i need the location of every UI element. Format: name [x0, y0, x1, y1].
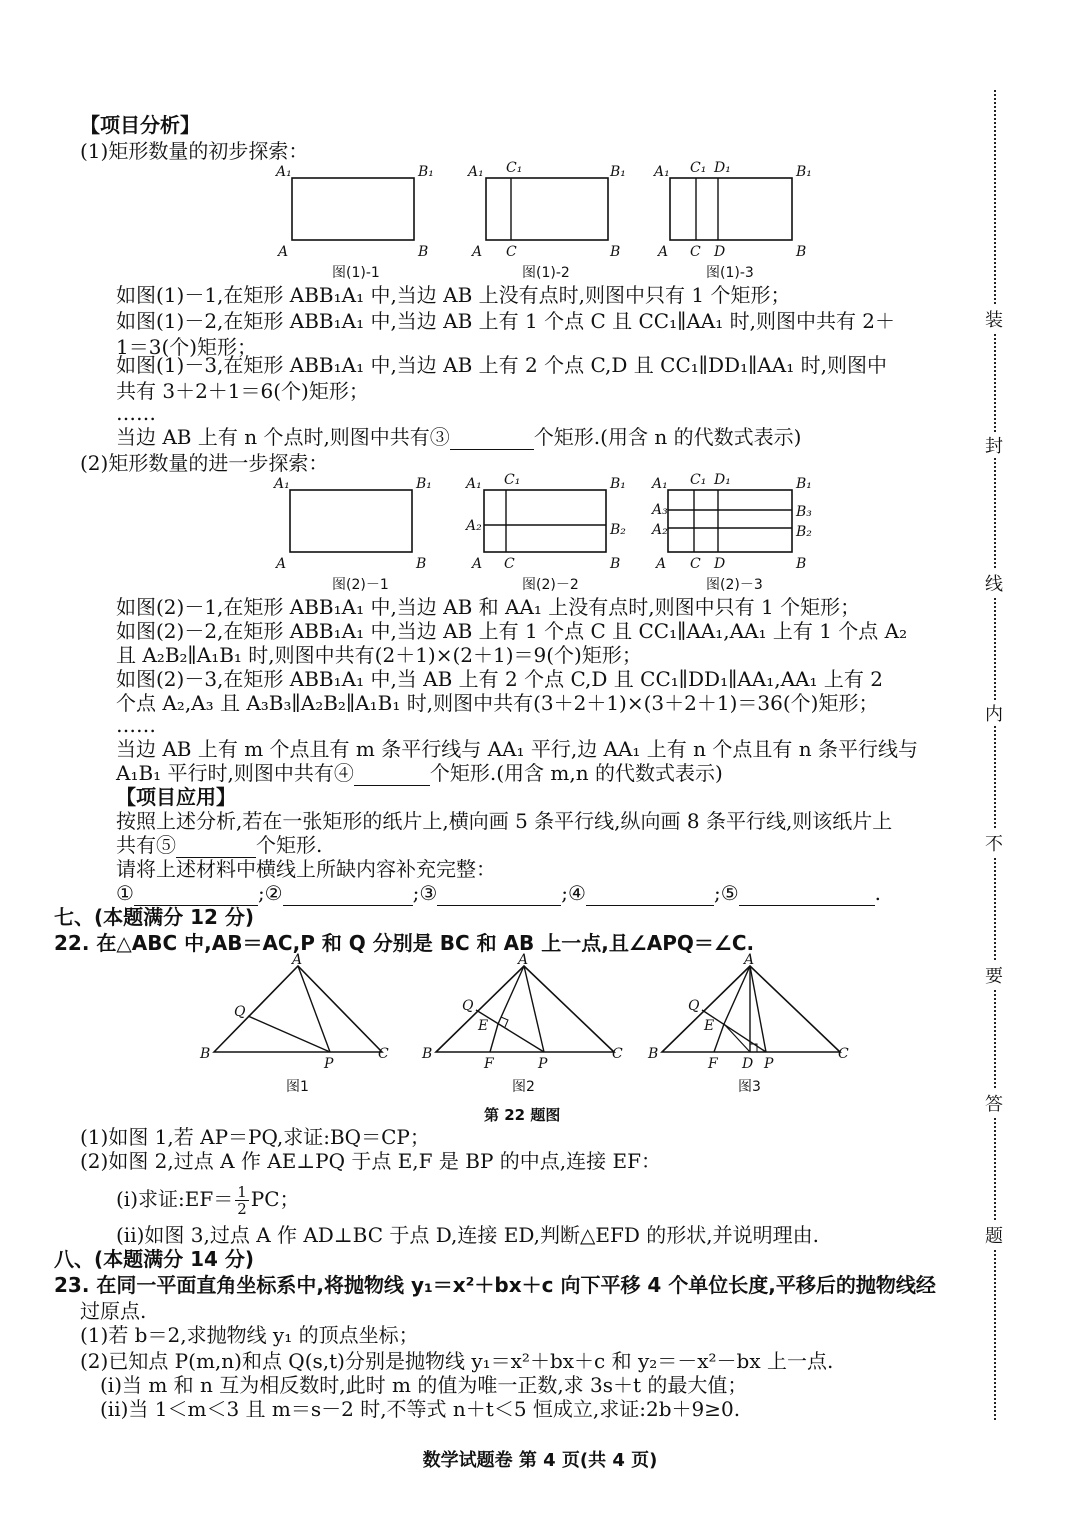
svg-text:C₁: C₁: [504, 472, 521, 488]
question-22-figure-3: [644, 952, 858, 1072]
text-fragment: PC；: [250, 1187, 300, 1211]
text-fragment: 个矩形.(用含 n 的代数式表示): [533, 425, 802, 449]
svg-text:F: F: [708, 1056, 718, 1072]
text-line: 当边 AB 上有 m 个点且有 m 条平行线与 AA₁ 平行,边 AA₁ 上有 n 个点且有 n 条平行线与: [116, 737, 919, 761]
svg-text:C: C: [690, 556, 701, 572]
text-line: 如图(1)－2,在矩形 ABB₁A₁ 中,当边 AB 上有 1 个点 C 且 CC₁∥AA₁ 时,则图中共有 2＋: [116, 309, 896, 333]
text-line: [116, 760, 723, 786]
answer-blanks-row: [116, 880, 881, 906]
svg-text:A₂: A₂: [466, 518, 482, 534]
figure-caption: 图(2)－3: [706, 577, 763, 593]
svg-text:A₁: A₁: [652, 476, 668, 492]
svg-text:P: P: [538, 1056, 548, 1072]
svg-text:A₁: A₁: [276, 164, 292, 180]
figure-2-2: [466, 470, 636, 570]
svg-text:B₃: B₃: [796, 504, 812, 520]
svg-text:B: B: [610, 244, 621, 260]
section-heading: 七、(本题满分 12 分): [54, 905, 255, 929]
svg-text:A₁: A₁: [468, 164, 484, 180]
svg-text:C: C: [838, 1046, 849, 1062]
svg-text:B₁: B₁: [418, 164, 434, 180]
text-line: (ii)当 1＜m＜3 且 m＝s－2 时,不等式 n＋t＜5 恒成立,求证:2b＋9≥0.: [100, 1397, 741, 1421]
ellipsis: ……: [116, 401, 156, 425]
text-line: 且 A₂B₂∥A₁B₁ 时,则图中共有(2＋1)×(2＋1)＝9(个)矩形；: [116, 643, 642, 667]
text-line: (2)已知点 P(m,n)和点 Q(s,t)分别是抛物线 y₁＝x²＋bx＋c 和 y₂＝－x²－bx 上一点.: [80, 1349, 834, 1373]
svg-text:E: E: [478, 1018, 489, 1034]
svg-text:D₁: D₁: [714, 160, 731, 176]
svg-text:A: A: [744, 952, 755, 968]
svg-text:B₁: B₁: [796, 164, 812, 180]
text-line: [116, 424, 801, 450]
binding-char: 答: [984, 1090, 1004, 1116]
blank-label: ①: [116, 881, 134, 905]
binding-char: 不: [984, 830, 1004, 856]
svg-text:A: A: [292, 952, 303, 968]
svg-text:B₂: B₂: [610, 522, 626, 538]
binding-char: 装: [984, 306, 1004, 332]
text-line: 如图(2)－2,在矩形 ABB₁A₁ 中,当边 AB 上有 1 个点 C 且 CC₁∥AA₁,AA₁ 上有 1 个点 A₂: [116, 619, 908, 643]
svg-text:C: C: [504, 556, 515, 572]
svg-text:B₁: B₁: [610, 476, 626, 492]
blank-label: ;②: [257, 881, 283, 905]
svg-text:B: B: [796, 244, 807, 260]
part1-title: (1)矩形数量的初步探索：: [80, 139, 309, 163]
svg-text:A₁: A₁: [274, 476, 290, 492]
binding-char: 要: [984, 962, 1004, 988]
svg-text:A: A: [472, 556, 483, 572]
question-22-figure-1: [196, 952, 402, 1072]
figure-caption: 图(2)－2: [522, 577, 579, 593]
svg-text:B: B: [422, 1046, 433, 1062]
figure-title: 第 22 题图: [484, 1106, 561, 1124]
blank-label: ;④: [561, 881, 586, 905]
svg-text:C₁: C₁: [690, 472, 707, 488]
figure-caption: 图1: [286, 1079, 309, 1095]
fraction-numerator: 1: [237, 1183, 247, 1201]
svg-text:A: A: [658, 244, 669, 260]
svg-text:E: E: [704, 1018, 715, 1034]
question-23: 23. 在同一平面直角坐标系中,将抛物线 y₁＝x²＋bx＋c 向下平移 4 个单位长度,平移后的抛物线经: [54, 1273, 936, 1297]
answer-blank-5[interactable]: [176, 837, 256, 858]
part2-title: (2)矩形数量的进一步探索：: [80, 451, 329, 475]
svg-text:A₂: A₂: [652, 522, 668, 538]
question-22-figure-2: [418, 952, 632, 1072]
svg-text:B₁: B₁: [796, 476, 812, 492]
figure-caption: 图2: [512, 1079, 535, 1095]
svg-text:B₂: B₂: [796, 524, 812, 540]
text-line: 过原点.: [80, 1299, 147, 1323]
application-heading: 【项目应用】: [116, 785, 236, 809]
svg-text:A: A: [278, 244, 289, 260]
text-line: 个点 A₂,A₃ 且 A₃B₃∥A₂B₂∥A₁B₁ 时,则图中共有(3＋2＋1)×(3＋2＋1)＝36(个)矩形；: [116, 691, 879, 715]
figure-1-3: [652, 158, 822, 258]
fraction: [235, 1184, 249, 1217]
svg-text:B: B: [796, 556, 807, 572]
text-line: 如图(1)－1,在矩形 ABB₁A₁ 中,当边 AB 上没有点时,则图中只有 1 个矩形；: [116, 283, 791, 307]
figure-caption: 图(1)-1: [332, 265, 380, 281]
svg-text:A: A: [518, 952, 529, 968]
answer-blank-1[interactable]: [134, 885, 258, 906]
text-fragment: 共有⑤: [116, 833, 176, 857]
svg-text:B: B: [610, 556, 621, 572]
svg-text:Q: Q: [688, 998, 700, 1014]
answer-blank-5-final[interactable]: [739, 885, 875, 906]
answer-blank-3[interactable]: [450, 429, 534, 450]
text-fragment: 个矩形.: [256, 833, 323, 857]
question-22: 22. 在△ABC 中,AB＝AC,P 和 Q 分别是 BC 和 AB 上一点,且∠APQ＝∠C.: [54, 931, 755, 955]
svg-text:C: C: [690, 244, 701, 260]
text-line: (1)如图 1,若 AP＝PQ,求证:BQ＝CP；: [80, 1125, 430, 1149]
svg-text:B₁: B₁: [416, 476, 432, 492]
figure-caption: 图3: [738, 1079, 761, 1095]
svg-text:P: P: [324, 1056, 334, 1072]
svg-text:Q: Q: [462, 998, 474, 1014]
text-fragment: (i)求证:EF＝: [116, 1187, 234, 1211]
figure-2-3: [652, 470, 822, 570]
figure-1-2: [466, 158, 636, 258]
binding-dotted-line: [994, 90, 996, 1420]
svg-text:F: F: [484, 1056, 494, 1072]
binding-char: 内: [984, 700, 1004, 726]
text-line: (2)如图 2,过点 A 作 AE⊥PQ 于点 E,F 是 BP 的中点,连接 EF：: [80, 1149, 661, 1173]
answer-blank-3-final[interactable]: [437, 885, 561, 906]
svg-text:A: A: [656, 556, 667, 572]
answer-blank-4[interactable]: [354, 765, 430, 786]
blank-label: ;③: [412, 881, 438, 905]
svg-text:D: D: [714, 244, 726, 260]
text-fragment: 个矩形.(用含 m,n 的代数式表示): [429, 761, 723, 785]
text-line: 1＝3(个)矩形；: [116, 335, 258, 359]
page-footer: 数学试题卷 第 4 页(共 4 页): [422, 1450, 658, 1471]
svg-text:D: D: [742, 1056, 754, 1072]
text-fragment: A₁B₁ 平行时,则图中共有④: [116, 761, 354, 785]
svg-text:D: D: [714, 556, 726, 572]
fraction-denominator: 2: [237, 1200, 247, 1218]
binding-char: 线: [984, 570, 1004, 596]
svg-text:C₁: C₁: [690, 160, 707, 176]
svg-text:P: P: [764, 1056, 774, 1072]
text-line: 按照上述分析,若在一张矩形的纸片上,横向画 5 条平行线,纵向画 8 条平行线,则该纸片上: [116, 809, 893, 833]
text-line: (1)若 b＝2,求抛物线 y₁ 的顶点坐标；: [80, 1323, 419, 1347]
text-line: 如图(2)－1,在矩形 ABB₁A₁ 中,当边 AB 和 AA₁ 上没有点时,则图中只有 1 个矩形；: [116, 595, 861, 619]
svg-text:B₁: B₁: [610, 164, 626, 180]
figure-caption: 图(1)-3: [706, 265, 754, 281]
svg-text:C₁: C₁: [506, 160, 523, 176]
svg-text:B: B: [200, 1046, 211, 1062]
figure-caption: 图(2)－1: [332, 577, 389, 593]
svg-text:C: C: [612, 1046, 623, 1062]
svg-text:B: B: [418, 244, 429, 260]
svg-text:B: B: [648, 1046, 659, 1062]
binding-char: 封: [984, 432, 1004, 458]
section-heading: 八、(本题满分 14 分): [54, 1247, 255, 1271]
text-line: 请将上述材料中横线上所缺内容补充完整：: [116, 857, 496, 881]
text-line: 如图(2)－3,在矩形 ABB₁A₁ 中,当 AB 上有 2 个点 C,D 且 CC₁∥DD₁∥AA₁,AA₁ 上有 2: [116, 667, 883, 691]
figure-caption: 图(1)-2: [522, 265, 570, 281]
figure-1-1: [270, 158, 440, 258]
text-line: 如图(1)－3,在矩形 ABB₁A₁ 中,当边 AB 上有 2 个点 C,D 且 CC₁∥DD₁∥AA₁ 时,则图中: [116, 353, 887, 377]
figure-2-1: [270, 470, 440, 570]
svg-text:A₁: A₁: [466, 476, 482, 492]
svg-text:A₃: A₃: [652, 502, 668, 518]
text-fragment: 当边 AB 上有 n 个点时,则图中共有③: [116, 425, 450, 449]
text-line: [116, 1184, 300, 1217]
svg-text:Q: Q: [234, 1004, 246, 1020]
svg-text:A: A: [472, 244, 483, 260]
svg-text:A₁: A₁: [654, 164, 670, 180]
text-line: (ii)如图 3,过点 A 作 AD⊥BC 于点 D,连接 ED,判断△EFD 的形状,并说明理由.: [116, 1223, 820, 1247]
answer-blank-2[interactable]: [283, 885, 413, 906]
svg-text:C: C: [378, 1046, 389, 1062]
analysis-heading: 【项目分析】: [80, 113, 200, 137]
ellipsis: ……: [116, 713, 156, 737]
text-line: (i)当 m 和 n 互为相反数时,此时 m 的值为唯一正数,求 3s＋t 的最大值；: [100, 1373, 748, 1397]
binding-char: 题: [984, 1222, 1004, 1248]
blank-label: ;⑤: [713, 881, 739, 905]
text-line: 共有 3＋2＋1＝6(个)矩形；: [116, 379, 369, 403]
answer-blank-4-final[interactable]: [586, 885, 714, 906]
text-line: [116, 832, 322, 858]
blank-label: .: [874, 881, 881, 905]
svg-text:C: C: [506, 244, 517, 260]
svg-text:D₁: D₁: [714, 472, 731, 488]
svg-text:A: A: [276, 556, 287, 572]
svg-text:B: B: [416, 556, 427, 572]
